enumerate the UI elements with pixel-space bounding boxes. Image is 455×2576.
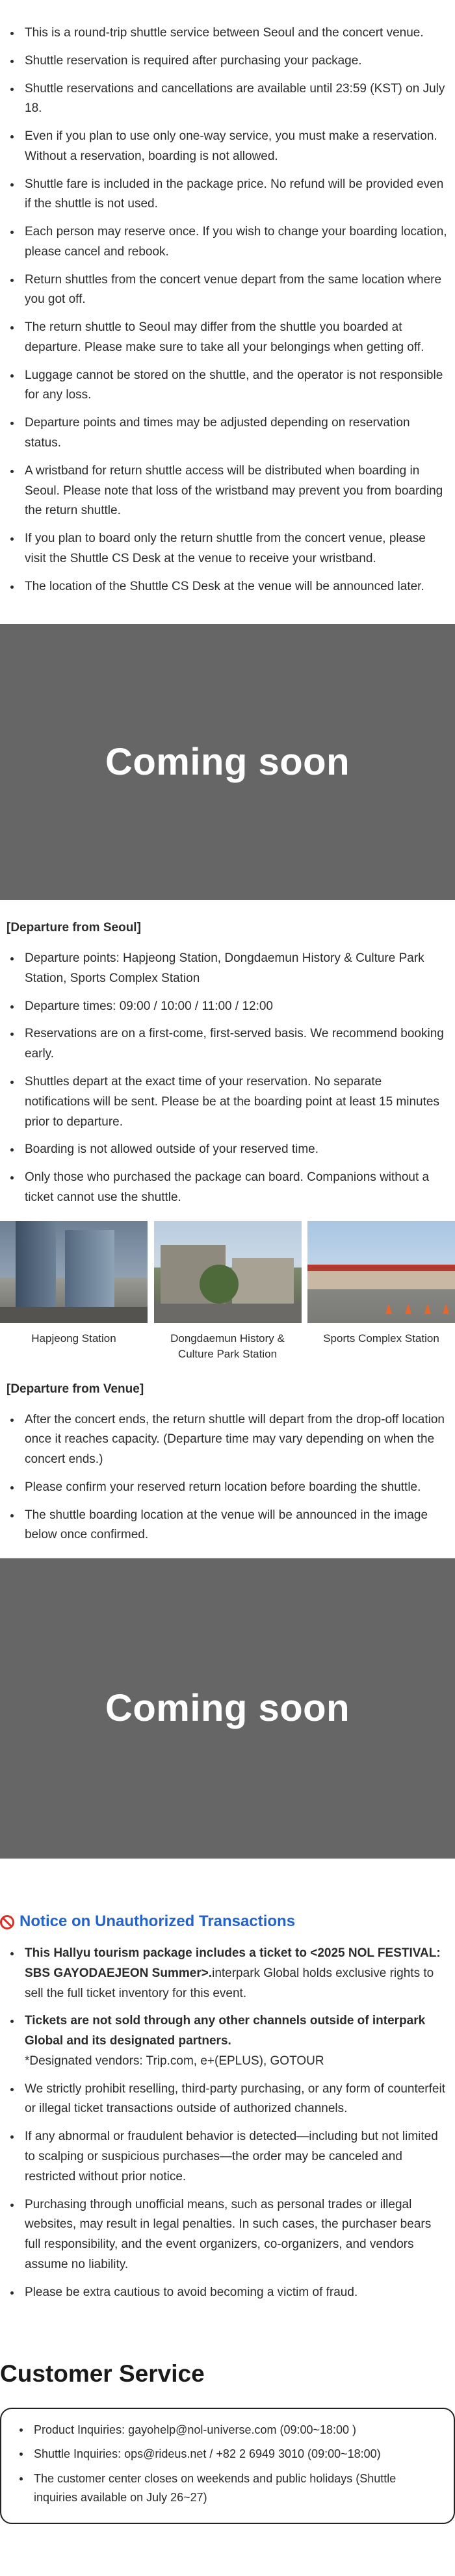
sports-complex-station-photo bbox=[307, 1221, 455, 1323]
list-item: The customer center closes on weekends and public holidays (Shuttle inquiries available on July 26~27) bbox=[16, 2469, 439, 2507]
list-item: This is a round-trip shuttle service between Seoul and the concert venue. bbox=[6, 23, 448, 44]
venue-departure-list bbox=[6, 1410, 448, 1546]
list-item: Departure points: Hapjeong Station, Dongdaemun History & Culture Park Station, Sports Complex Station bbox=[6, 949, 448, 989]
list-item: The return shuttle to Seoul may differ from the shuttle you boarded at departure. Please make sure to take all your belongings when getting off. bbox=[6, 318, 448, 358]
general-notes-section bbox=[0, 0, 455, 597]
list-item: The shuttle boarding location at the venue will be announced in the image below once confirmed. bbox=[6, 1506, 448, 1546]
notice-list bbox=[0, 1944, 448, 2302]
venue-departure-section bbox=[0, 1380, 455, 1545]
list-item: Please be extra cautious to avoid becoming a victim of fraud. bbox=[6, 2283, 448, 2303]
hapjeong-station-card bbox=[0, 1221, 148, 1363]
sports-complex-station-card bbox=[307, 1221, 455, 1363]
customer-service-list bbox=[16, 2421, 439, 2507]
notice-section bbox=[0, 1909, 455, 2302]
notice-title: Notice on Unauthorized Transactions bbox=[20, 1913, 296, 1931]
notice-item-emphasis: This Hallyu tourism package includes a ticket to <2025 NOL FESTIVAL: SBS GAYODAEJEON Summer>. bbox=[25, 1946, 441, 1980]
coming-soon-banner bbox=[0, 1558, 455, 1859]
list-item: Luggage cannot be stored on the shuttle, and the operator is not responsible for any loss. bbox=[6, 366, 448, 406]
notice-heading bbox=[0, 1909, 448, 1935]
list-item: Only those who purchased the package can board. Companions without a ticket cannot use the shuttle. bbox=[6, 1168, 448, 1208]
hapjeong-station-photo bbox=[0, 1221, 148, 1323]
prohibited-icon bbox=[0, 1915, 14, 1929]
general-notes-list bbox=[6, 23, 448, 597]
seoul-departure-section bbox=[0, 918, 455, 1207]
photo-caption: Hapjeong Station bbox=[31, 1332, 116, 1345]
list-item: Departure times: 09:00 / 10:00 / 11:00 / 12:00 bbox=[6, 997, 448, 1017]
list-item: Shuttles depart at the exact time of your reservation. No separate notifications will be sent. Please be at the boarding point at least 15 minutes prior to departure. bbox=[6, 1072, 448, 1132]
list-item: Product Inquiries: gayohelp@nol-universe.com (09:00~18:00 ) bbox=[16, 2421, 439, 2440]
coming-soon-banner bbox=[0, 624, 455, 900]
list-item: Please confirm your reserved return location before boarding the shuttle. bbox=[6, 1478, 448, 1498]
photo-caption: Dongdaemun History & Culture Park Station bbox=[170, 1332, 285, 1361]
list-item: If any abnormal or fraudulent behavior is detected—including but not limited to scalping or suspicious purchases—the order may be canceled and restricted without prior notice. bbox=[6, 2127, 448, 2187]
list-item: Reservations are on a first-come, first-served basis. We recommend booking early. bbox=[6, 1024, 448, 1064]
customer-service-box bbox=[0, 2408, 455, 2524]
list-item: Shuttle Inquiries: ops@rideus.net / +82 2 6949 3010 (09:00~18:00) bbox=[16, 2445, 439, 2464]
customer-service-title: Customer Service bbox=[0, 2360, 205, 2388]
coming-soon-text: Coming soon bbox=[105, 1687, 350, 1730]
notice-item-emphasis: Tickets are not sold through any other channels outside of interpark Global and its designated partners. bbox=[25, 2014, 426, 2048]
dongdaemun-station-card bbox=[154, 1221, 302, 1363]
coming-soon-text: Coming soon bbox=[105, 740, 350, 783]
list-item: After the concert ends, the return shuttle will depart from the drop-off location once it reaches capacity. (Departure time may vary depending on when the concert ends.) bbox=[6, 1410, 448, 1470]
list-item: Boarding is not allowed outside of your reserved time. bbox=[6, 1140, 448, 1160]
customer-service-section bbox=[0, 2354, 455, 2524]
venue-departure-heading: [Departure from Venue] bbox=[6, 1382, 144, 1396]
list-item: Each person may reserve once. If you wish to change your boarding location, please cancel and rebook. bbox=[6, 222, 448, 263]
list-item: A wristband for return shuttle access will be distributed when boarding in Seoul. Please note that loss of the wristband may prevent you from boarding the return shuttle. bbox=[6, 461, 448, 521]
list-item bbox=[6, 1944, 448, 2003]
list-item: Departure points and times may be adjusted depending on reservation status. bbox=[6, 413, 448, 454]
station-photos bbox=[0, 1221, 455, 1363]
designated-vendors-text: *Designated vendors: Trip.com, e+(EPLUS), GOTOUR bbox=[25, 2054, 324, 2068]
photo-caption: Sports Complex Station bbox=[323, 1332, 439, 1345]
list-item: Shuttle reservation is required after purchasing your package. bbox=[6, 51, 448, 71]
list-item: Shuttle reservations and cancellations are available until 23:59 (KST) on July 18. bbox=[6, 79, 448, 120]
list-item: Shuttle fare is included in the package price. No refund will be provided even if the shuttle is not used. bbox=[6, 175, 448, 215]
list-item: We strictly prohibit reselling, third-party purchasing, or any form of counterfeit or illegal ticket transactions outside of authorized channels. bbox=[6, 2080, 448, 2120]
list-item: Purchasing through unofficial means, such as personal trades or illegal websites, may result in legal penalties. In such cases, the purchaser bears full responsibility, and the event organizers, co-organizers, and vendors assume no liability. bbox=[6, 2195, 448, 2275]
list-item bbox=[6, 2011, 448, 2071]
list-item: The location of the Shuttle CS Desk at the venue will be announced later. bbox=[6, 577, 448, 597]
notice-item-text: interpark Global holds exclusive rights to sell the full ticket inventory for this event. bbox=[25, 1966, 434, 2000]
list-item: Return shuttles from the concert venue depart from the same location where you got off. bbox=[6, 270, 448, 311]
list-item: Even if you plan to use only one-way service, you must make a reservation. Without a reservation, boarding is not allowed. bbox=[6, 127, 448, 167]
list-item: If you plan to board only the return shuttle from the concert venue, please visit the Shuttle CS Desk at the venue to receive your wristband. bbox=[6, 529, 448, 569]
dongdaemun-station-photo bbox=[154, 1221, 302, 1323]
seoul-departure-heading: [Departure from Seoul] bbox=[6, 921, 141, 935]
seoul-departure-list bbox=[6, 949, 448, 1207]
